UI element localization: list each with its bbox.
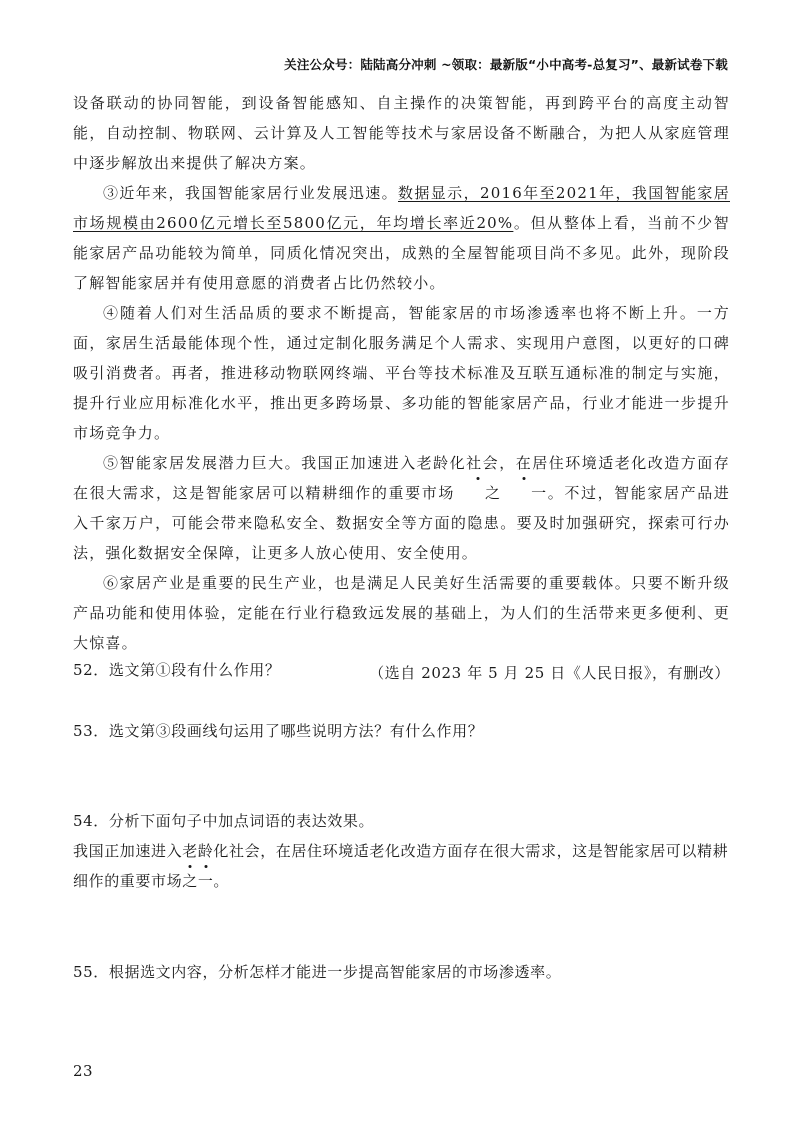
article-body xyxy=(73,88,730,688)
paragraph-6: ⑥家居产业是重要的民生产业，也是满足人民美好生活需要的重要载体。只要不断升级产品功能和使用体验，定能在行业行稳致远发展的基础上，为人们的生活带来更多便利、更大惊喜。 xyxy=(73,574,730,652)
question-53 xyxy=(73,716,733,746)
paragraph-5 xyxy=(73,448,730,568)
paragraph-2-tail: 设备联动的协同智能，到设备智能感知、自主操作的决策智能，再到跨平台的高度主动智能，自动控制、物联网、云计算及人工智能等技术与家居设备不断融合，为把人从家庭管理中逐步解放出来提供了解决方案。 xyxy=(73,94,730,172)
question-54 xyxy=(73,806,733,896)
question-54-sentence-after: 。 xyxy=(213,872,230,890)
question-52 xyxy=(73,655,733,685)
question-54-text: 54．分析下面句子中加点词语的表达效果。 xyxy=(73,812,375,830)
paragraph-3-start: ③近年来，我国智能家居行业发展迅速。 xyxy=(103,184,399,202)
paragraph-5-before: ⑤智能家居发展潜力巨大。我国正加速进入老龄化社会，在居住环境适老化改造方面存在很大需求，这是智能家居可以精耕细作的重要市场 xyxy=(73,454,730,502)
question-53-text: 53．选文第③段画线句运用了哪些说明方法？有什么作用？ xyxy=(73,722,484,740)
page-number: 23 xyxy=(73,1062,94,1080)
question-54-sentence-before: 我国正加速进入老龄化社会，在居住环境适老化改造方面存在很大需求，这是智能家居可以精耕细作的重要市场 xyxy=(73,842,729,890)
paragraph-3 xyxy=(73,178,730,298)
paragraph-3-rest: 。但从整体上看，当前不少智能家居产品功能较为简单，同质化情况突出，成熟的全屋智能项目尚不多见。此外，现阶段了解智能家居并有使用意愿的消费者占比仍然较小。 xyxy=(73,214,730,292)
question-55 xyxy=(73,957,733,987)
emphasis-dot-char: 之 xyxy=(182,866,198,896)
paragraph-5-after: 。不过，智能家居产品进入千家万户，可能会带来隐私安全、数据安全等方面的隐患。要及时加强研究，探索可行办法，强化数据安全保障，让更多人放心使用、安全使用。 xyxy=(73,484,731,562)
question-52-text: 52．选文第①段有什么作用？ xyxy=(73,661,281,679)
underlined-sentence: 数据显示，2016年至2021年，我国智能家居市场规模由2600亿元增长至5800亿元，年均增长率近20% xyxy=(73,184,730,232)
question-54-sentence xyxy=(73,836,733,896)
emphasis-dot-char: 一 xyxy=(198,866,214,896)
article-source: （选自 2023 年 5 月 25 日《人民日报》，有删改） xyxy=(369,664,730,682)
page-header: 关注公众号：陆陆高分冲刺 ~领取：最新版“小中高考-总复习”、最新试卷下载 xyxy=(284,57,728,72)
emphasis-dot-char: 一 xyxy=(501,478,547,508)
paragraph-4: ④随着人们对生活品质的要求不断提高，智能家居的市场渗透率也将不断上升。一方面，家居生活最能体现个性，通过定制化服务满足个人需求、实现用户意图，以更好的口碑吸引消费者。再者，推进移动物联网终端、平台等技术标准及互联互通标准的制定与实施，提升行业应用标准化水平，推出更多跨场景、多功能的智能家居产品，行业才能进一步提升市场竞争力。 xyxy=(73,304,730,442)
emphasis-dot-char: 之 xyxy=(455,478,501,508)
question-55-text: 55．根据选文内容，分析怎样才能进一步提高智能家居的市场渗透率。 xyxy=(73,963,562,981)
